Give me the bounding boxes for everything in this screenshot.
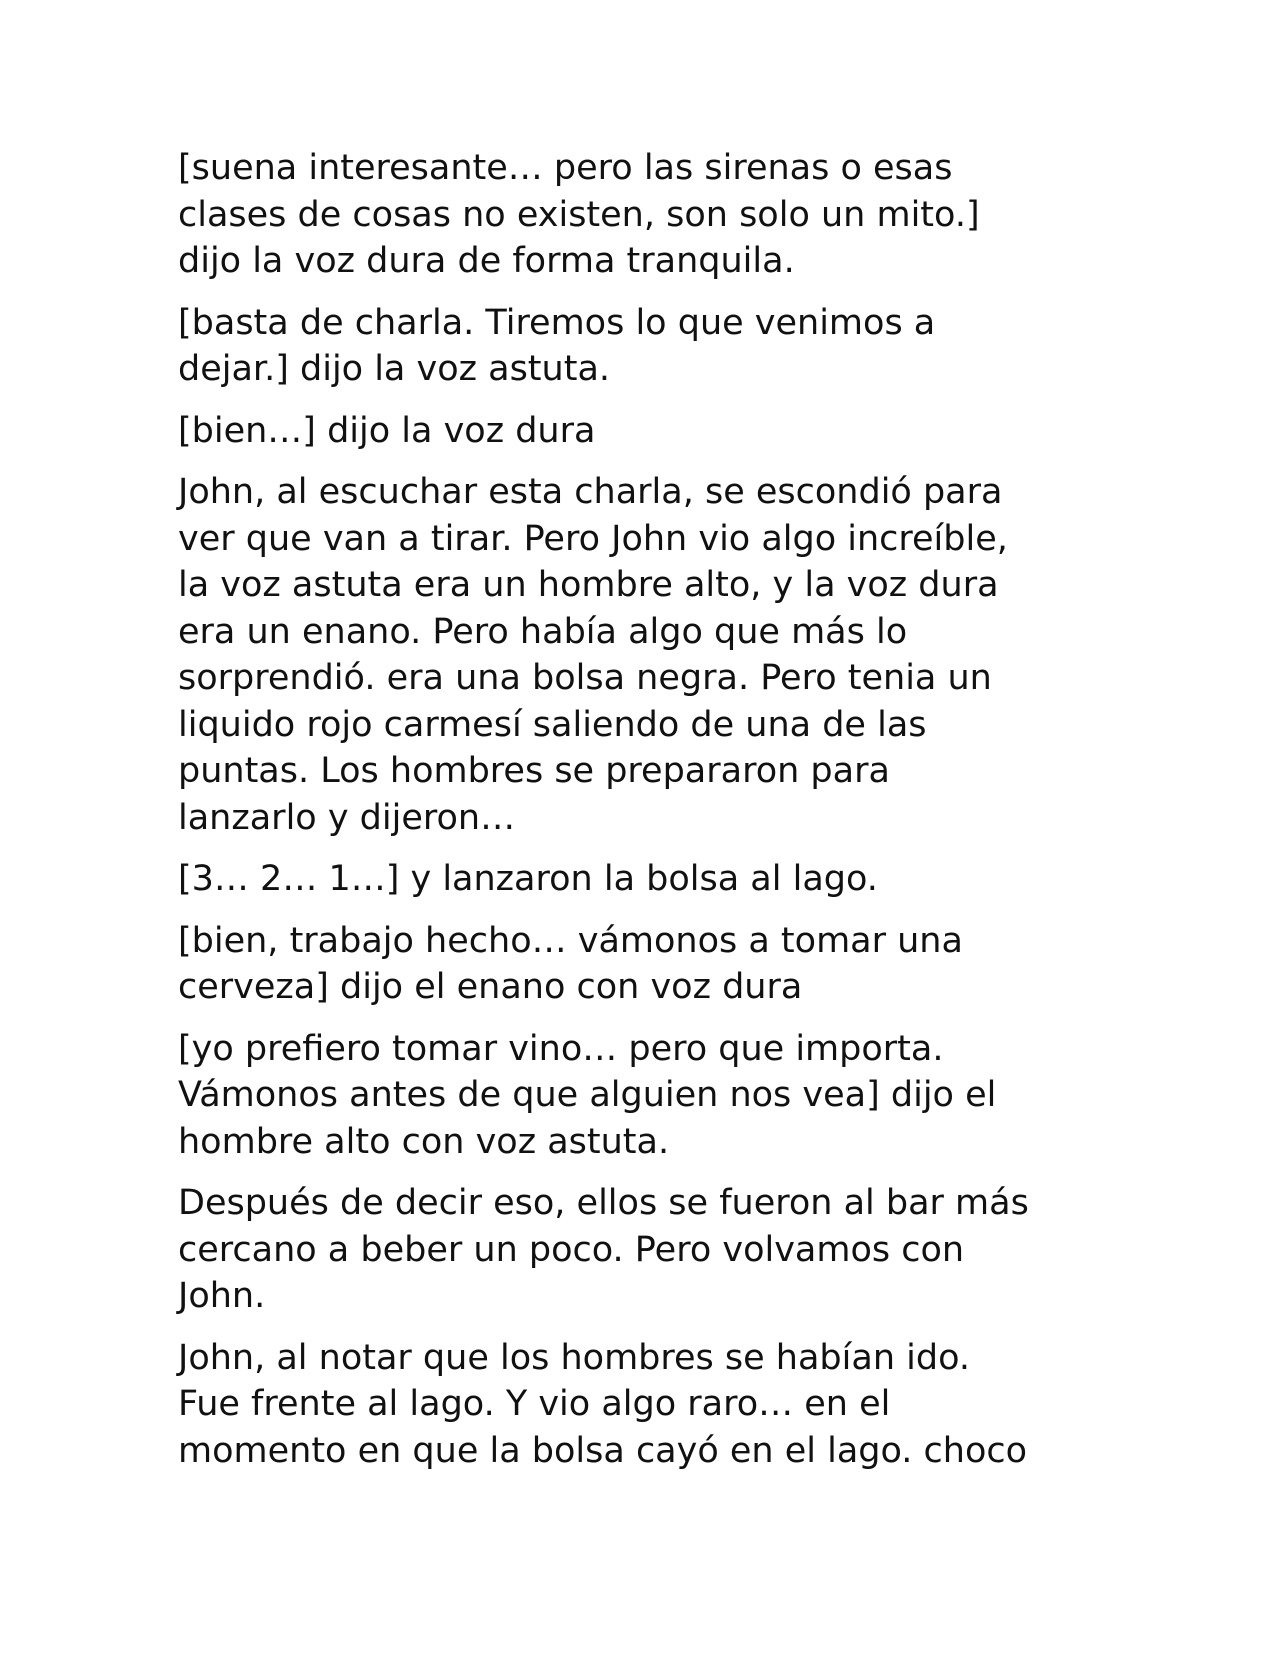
paragraph-1: [suena interesante… pero las sirenas o esas clases de cosas no existen, son solo un mito.] dijo la voz dura de forma tranquila. — [178, 148, 980, 281]
paragraph-8: Después de decir eso, ellos se fueron al bar más cercano a beber un poco. Pero volvamos con John. — [178, 1183, 1029, 1316]
paragraph-9: John, al notar que los hombres se habían ido. Fue frente al lago. Y vio algo raro… en el momento en que la bolsa cayó en el lago. choco — [178, 1337, 1028, 1471]
paragraph-7: [yo prefiero tomar vino… pero que importa. Vámonos antes de que alguien nos vea] dijo el hombre alto con voz astuta. — [178, 1028, 997, 1162]
paragraph-6: [bien, trabajo hecho… vámonos a tomar una cerveza] dijo el enano con voz dura — [178, 920, 963, 1007]
paragraph-5: [3… 2… 1…] y lanzaron la bolsa al lago. — [178, 859, 878, 899]
paragraph-2: [basta de charla. Tiremos lo que venimos a dejar.] dijo la voz astuta. — [178, 302, 936, 389]
paragraph-3: [bien…] dijo la voz dura — [178, 410, 596, 451]
paragraph-4: John, al escuchar esta charla, se escondió para ver que van a tirar. Pero John vio algo increíble, la voz astuta era un hombre alto, y la voz dura era un enano. Pero había algo que más lo sorprendió. era una bolsa negra. Pero tenia un liquido rojo carmesí saliendo de una de las puntas. Los hombres se prepararon para lanzarlo y dijeron… — [178, 472, 1008, 838]
document-page — [178, 145, 1118, 1489]
